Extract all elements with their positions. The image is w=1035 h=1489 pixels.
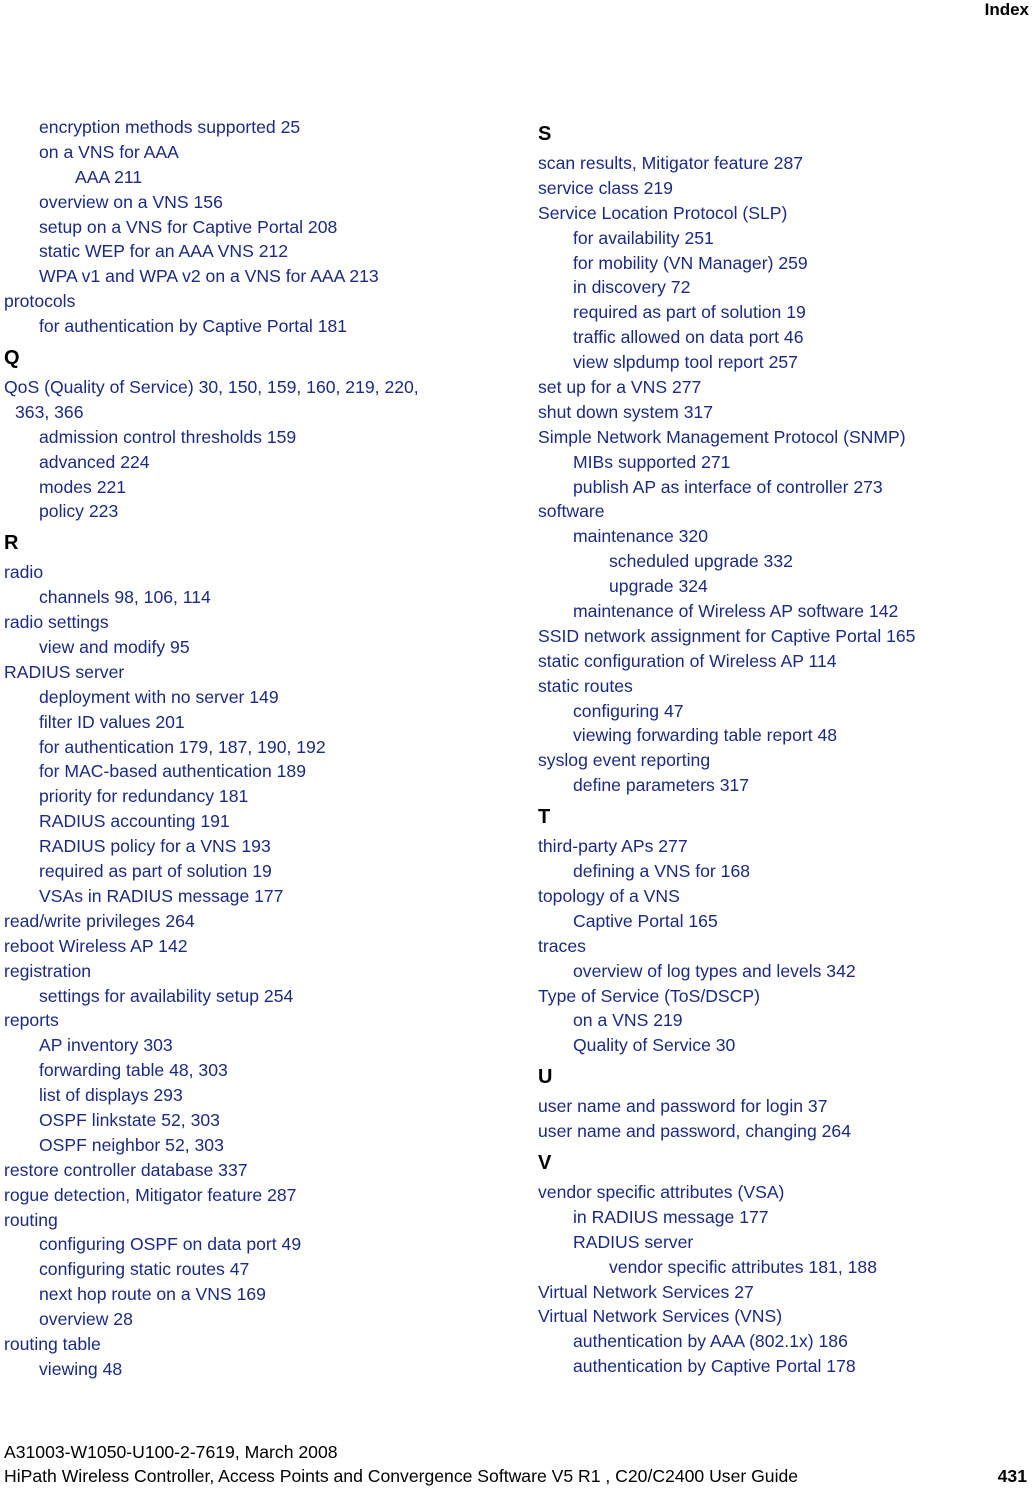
index-subentry: OSPF neighbor 52, 303 bbox=[39, 1134, 224, 1155]
index-entry: user name and password for login 37 bbox=[538, 1096, 828, 1117]
index-subentry: overview on a VNS 156 bbox=[39, 191, 223, 212]
index-subentry: publish AP as interface of controller 273 bbox=[573, 476, 883, 497]
index-subentry: advanced 224 bbox=[39, 451, 150, 472]
index-subentry: traffic allowed on data port 46 bbox=[573, 327, 804, 348]
index-entry: set up for a VNS 277 bbox=[538, 377, 702, 398]
index-subentry: setup on a VNS for Captive Portal 208 bbox=[39, 216, 338, 237]
index-entry-continuation: 363, 366 bbox=[15, 401, 84, 422]
index-entry: topology of a VNS bbox=[538, 885, 680, 906]
index-column-right bbox=[538, 115, 1028, 1379]
index-subentry: maintenance 320 bbox=[573, 526, 708, 547]
index-subentry: maintenance of Wireless AP software 142 bbox=[573, 601, 899, 622]
index-subentry: filter ID values 201 bbox=[39, 711, 185, 732]
index-subentry: viewing forwarding table report 48 bbox=[573, 725, 838, 746]
index-subentry: authentication by AAA (802.1x) 186 bbox=[573, 1331, 848, 1352]
index-subentry: for mobility (VN Manager) 259 bbox=[573, 252, 808, 273]
index-entry: static routes bbox=[538, 675, 633, 696]
index-entry: routing bbox=[4, 1209, 58, 1230]
index-subentry: static WEP for an AAA VNS 212 bbox=[39, 241, 289, 262]
index-entry: registration bbox=[4, 960, 92, 981]
index-entry: syslog event reporting bbox=[538, 750, 711, 771]
index-subentry: configuring OSPF on data port 49 bbox=[39, 1234, 302, 1255]
index-subentry: in discovery 72 bbox=[573, 277, 691, 298]
index-section-letter: S bbox=[538, 123, 552, 145]
index-entry: static configuration of Wireless AP 114 bbox=[538, 650, 837, 671]
index-subentry: viewing 48 bbox=[39, 1358, 123, 1379]
index-subentry: defining a VNS for 168 bbox=[573, 861, 751, 882]
index-subentry: RADIUS server bbox=[573, 1231, 694, 1252]
index-entry: traces bbox=[538, 935, 586, 956]
index-subentry: for MAC-based authentication 189 bbox=[39, 761, 306, 782]
index-entry: Service Location Protocol (SLP) bbox=[538, 202, 788, 223]
index-entry: user name and password, changing 264 bbox=[538, 1121, 851, 1142]
index-subentry: priority for redundancy 181 bbox=[39, 786, 249, 807]
index-entry: shut down system 317 bbox=[538, 401, 714, 422]
index-entry: reports bbox=[4, 1010, 59, 1031]
index-entry: vendor specific attributes (VSA) bbox=[538, 1181, 785, 1202]
index-subentry: RADIUS accounting 191 bbox=[39, 811, 230, 832]
index-subentry: vendor specific attributes 181, 188 bbox=[609, 1256, 877, 1277]
index-subentry: in RADIUS message 177 bbox=[573, 1206, 769, 1227]
index-subentry: authentication by Captive Portal 178 bbox=[573, 1356, 856, 1377]
index-entry: read/write privileges 264 bbox=[4, 910, 195, 931]
index-subentry: define parameters 317 bbox=[573, 775, 750, 796]
index-subentry: Quality of Service 30 bbox=[573, 1035, 736, 1056]
index-subentry: AP inventory 303 bbox=[39, 1035, 173, 1056]
index-subentry: configuring static routes 47 bbox=[39, 1259, 250, 1280]
page-header-title: Index bbox=[984, 0, 1029, 19]
index-entry: Type of Service (ToS/DSCP) bbox=[538, 985, 760, 1006]
index-subentry: AAA 211 bbox=[75, 166, 143, 187]
index-entry: software bbox=[538, 501, 605, 522]
index-entry: scan results, Mitigator feature 287 bbox=[538, 153, 804, 173]
index-subentry: OSPF linkstate 52, 303 bbox=[39, 1109, 220, 1130]
index-entry: rogue detection, Mitigator feature 287 bbox=[4, 1184, 297, 1205]
index-column-left bbox=[4, 115, 524, 1382]
index-subentry: forwarding table 48, 303 bbox=[39, 1060, 228, 1081]
index-subentry: Captive Portal 165 bbox=[573, 910, 718, 931]
index-subentry: for authentication by Captive Portal 181 bbox=[39, 316, 348, 337]
index-subentry: admission control thresholds 159 bbox=[39, 426, 297, 447]
index-subentry: on a VNS 219 bbox=[573, 1010, 683, 1031]
index-entry: service class 219 bbox=[538, 177, 673, 198]
index-section-letter: V bbox=[538, 1151, 552, 1174]
index-subentry: list of displays 293 bbox=[39, 1085, 183, 1106]
index-section-letter: T bbox=[538, 806, 551, 829]
index-entry: Virtual Network Services 27 bbox=[538, 1281, 754, 1302]
index-section-letter: R bbox=[4, 532, 19, 555]
index-subentry: channels 98, 106, 114 bbox=[39, 587, 211, 608]
index-subentry: upgrade 324 bbox=[609, 576, 708, 597]
index-entry: QoS (Quality of Service) 30, 150, 159, 160, 219, 220, bbox=[4, 377, 419, 398]
index-subentry: next hop route on a VNS 169 bbox=[39, 1284, 266, 1305]
index-subentry: encryption methods supported 25 bbox=[39, 117, 301, 137]
index-subentry: overview 28 bbox=[39, 1309, 133, 1330]
index-entry: reboot Wireless AP 142 bbox=[4, 935, 188, 956]
index-subentry: scheduled upgrade 332 bbox=[609, 551, 793, 572]
index-entry: Simple Network Management Protocol (SNMP) bbox=[538, 426, 906, 447]
footer-doc-title: HiPath Wireless Controller, Access Points and Convergence Software V5 R1 , C20/C2400 User Guide bbox=[4, 1466, 799, 1486]
index-subentry: required as part of solution 19 bbox=[573, 302, 806, 323]
index-subentry: configuring 47 bbox=[573, 700, 684, 721]
index-entry: radio settings bbox=[4, 612, 109, 633]
index-subentry: overview of log types and levels 342 bbox=[573, 960, 856, 981]
footer-row-1 bbox=[4, 1440, 1029, 1464]
index-section-letter: U bbox=[538, 1066, 553, 1089]
index-subentry: for authentication 179, 187, 190, 192 bbox=[39, 736, 326, 757]
index-entry: RADIUS server bbox=[4, 661, 125, 682]
index-entry: routing table bbox=[4, 1333, 101, 1354]
index-subentry: view slpdump tool report 257 bbox=[573, 352, 798, 373]
index-subentry: settings for availability setup 254 bbox=[39, 985, 294, 1006]
index-subentry: RADIUS policy for a VNS 193 bbox=[39, 836, 271, 857]
footer-row-2 bbox=[4, 1464, 1029, 1488]
index-entry: radio bbox=[4, 562, 44, 583]
index-entry: SSID network assignment for Captive Portal 165 bbox=[538, 625, 916, 646]
index-entry: Virtual Network Services (VNS) bbox=[538, 1306, 783, 1327]
index-subentry: for availability 251 bbox=[573, 227, 714, 248]
index-subentry: deployment with no server 149 bbox=[39, 686, 279, 707]
page-footer bbox=[4, 1440, 1029, 1488]
index-subentry: required as part of solution 19 bbox=[39, 861, 272, 882]
index-section-letter: Q bbox=[4, 347, 20, 370]
index-subentry: WPA v1 and WPA v2 on a VNS for AAA 213 bbox=[39, 266, 379, 287]
index-subentry: MIBs supported 271 bbox=[573, 451, 731, 472]
index-subentry: view and modify 95 bbox=[39, 637, 190, 658]
index-subentry: modes 221 bbox=[39, 476, 127, 497]
footer-doc-id: A31003-W1050-U100-2-7619, March 2008 bbox=[4, 1442, 338, 1462]
index-subentry: on a VNS for AAA bbox=[39, 141, 179, 162]
index-subentry: policy 223 bbox=[39, 501, 119, 522]
index-subentry: VSAs in RADIUS message 177 bbox=[39, 885, 284, 906]
index-entry: restore controller database 337 bbox=[4, 1159, 248, 1180]
index-entry: protocols bbox=[4, 291, 76, 312]
index-entry: third-party APs 277 bbox=[538, 836, 688, 857]
page-number: 431 bbox=[997, 1466, 1027, 1486]
